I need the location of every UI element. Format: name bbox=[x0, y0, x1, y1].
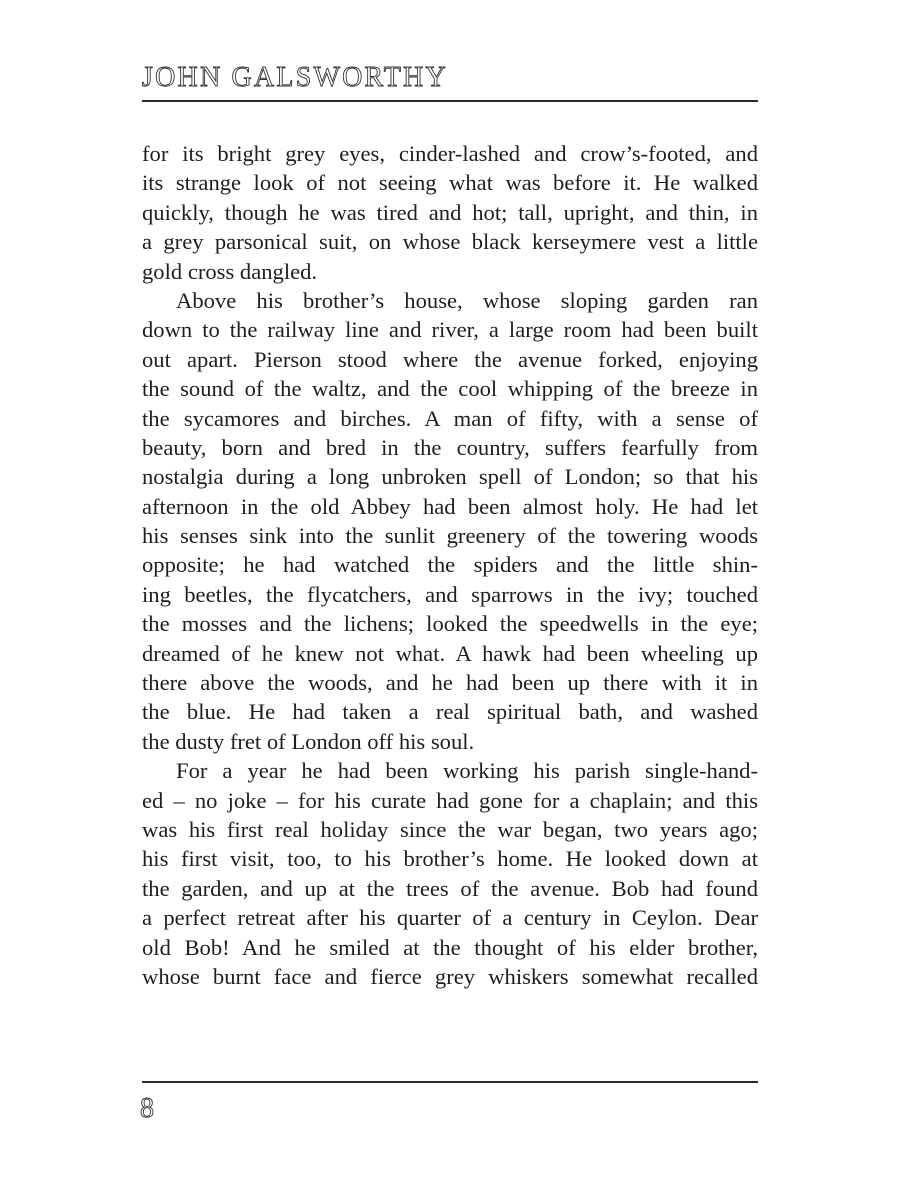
text-line: the garden, and up at the trees of the avenue. Bob had found bbox=[142, 875, 758, 901]
text-line: dreamed of he knew not what. A hawk had been wheeling up bbox=[142, 640, 758, 666]
text-line: out apart. Pierson stood where the avenue forked, enjoying bbox=[142, 346, 758, 372]
text-line: a perfect retreat after his quarter of a century in Ceylon. Dear bbox=[142, 905, 758, 931]
text-line: the sound of the waltz, and the cool whipping of the breeze in bbox=[142, 376, 758, 402]
text-line: quickly, though he was tired and hot; tall, upright, and thin, in bbox=[142, 199, 758, 225]
text-line: opposite; he had watched the spiders and the little shin- bbox=[142, 552, 758, 578]
text-line: ing beetles, the flycatchers, and sparrows in the ivy; touched bbox=[142, 581, 758, 607]
text-line: its strange look of not seeing what was before it. He walked bbox=[142, 170, 758, 196]
text-line: his senses sink into the sunlit greenery of the towering woods bbox=[142, 523, 758, 549]
text-line: beauty, born and bred in the country, suffers fearfully from bbox=[142, 434, 758, 460]
text-line: the sycamores and birches. A man of fifty, with a sense of bbox=[142, 405, 758, 431]
text-line: his first visit, too, to his brother’s home. He looked down at bbox=[142, 846, 758, 872]
text-line: down to the railway line and river, a large room had been built bbox=[142, 317, 758, 343]
body-text bbox=[142, 139, 758, 991]
header-rule bbox=[142, 100, 758, 102]
text-line: afternoon in the old Abbey had been almost holy. He had let bbox=[142, 493, 758, 519]
page-number: 8 bbox=[140, 1093, 154, 1124]
text-line: for its bright grey eyes, cinder-lashed and crow’s-footed, and bbox=[142, 141, 758, 166]
paragraph bbox=[142, 139, 758, 286]
text-line: there above the woods, and he had been up there with it in bbox=[142, 670, 758, 696]
text-line: the blue. He had taken a real spiritual bath, and washed bbox=[142, 699, 758, 725]
text-line: old Bob! And he smiled at the thought of his elder brother, bbox=[142, 934, 758, 960]
paragraph bbox=[142, 756, 758, 991]
text-line: whose burnt face and fierce grey whiskers somewhat recalled bbox=[142, 963, 758, 989]
paragraph bbox=[142, 286, 758, 756]
text-line: gold cross dangled. bbox=[142, 258, 318, 284]
text-line: ed – no joke – for his curate had gone for a chaplain; and this bbox=[142, 787, 758, 813]
text-line: For a year he had been working his parish single-hand- bbox=[176, 758, 758, 784]
text-line: Above his brother’s house, whose sloping garden ran bbox=[176, 287, 758, 313]
text-line: was his first real holiday since the war began, two years ago; bbox=[142, 816, 758, 842]
running-head: JOHN GALSWORTHY bbox=[142, 62, 448, 93]
text-line: nostalgia during a long unbroken spell of London; so that his bbox=[142, 464, 758, 490]
text-line: the dusty fret of London off his soul. bbox=[142, 728, 475, 754]
footer-rule bbox=[142, 1081, 758, 1083]
text-line: the mosses and the lichens; looked the speedwells in the eye; bbox=[142, 611, 758, 637]
text-line: a grey parsonical suit, on whose black kerseymere vest a little bbox=[142, 229, 758, 255]
